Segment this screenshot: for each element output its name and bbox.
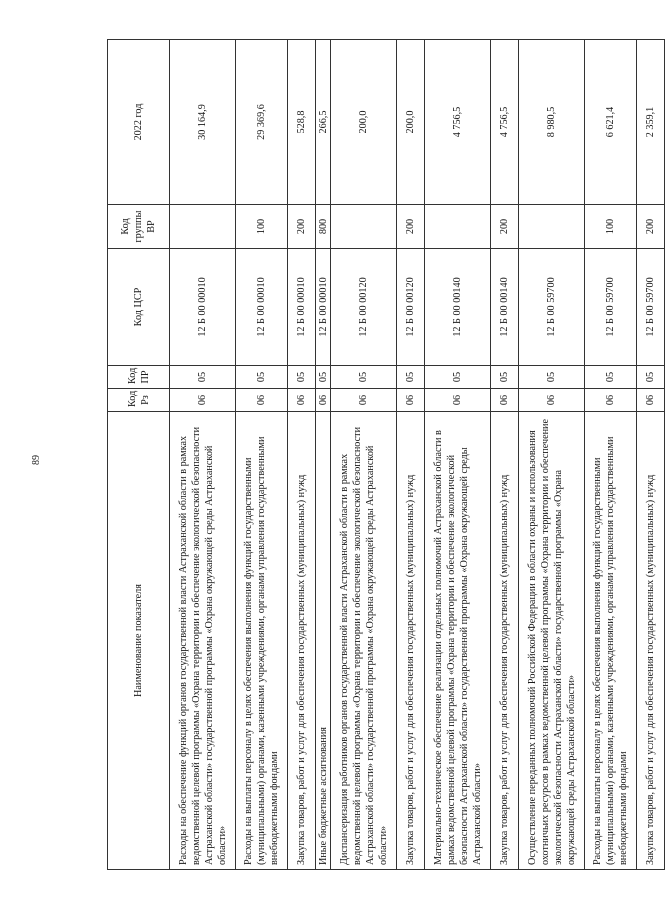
row-rz: 06	[519, 389, 585, 412]
row-csr: 12 Б 00 00010	[170, 249, 236, 366]
row-name: Расходы на обеспечение функций органов государственной власти Астраханской области в рамках ведомственной целевой программы «Охрана территории и обеспечение экологической безопасности Астраханской области» государственной программы «Охрана окружающей среды Астраханской области»	[170, 412, 236, 870]
row-vr	[170, 205, 236, 249]
row-pr: 05	[236, 366, 288, 389]
budget-table	[107, 39, 665, 870]
header-rz: Код Рз	[108, 389, 170, 412]
table-row	[288, 40, 316, 870]
header-name: Наименование показателя	[108, 412, 170, 870]
row-pr: 05	[637, 366, 665, 389]
header-sum: 2022 год	[108, 40, 170, 205]
row-sum: 528,8	[288, 40, 316, 205]
row-csr: 12 Б 00 59700	[519, 249, 585, 366]
row-name: Осуществление переданных полномочий Российской Федерации в области охраны и использования охотничьих ресурсов в рамках ведомственной целевой программы «Охрана территории и обеспечение экологической безопасности Астраханской области» государственной программы «Охрана окружающей среды Астраханской области»	[519, 412, 585, 870]
table-header-row	[108, 40, 170, 870]
row-vr: 100	[585, 205, 637, 249]
row-csr: 12 Б 00 59700	[637, 249, 665, 366]
row-name: Закупка товаров, работ и услуг для обеспечения государственных (муниципальных) нужд	[491, 412, 519, 870]
row-csr: 12 Б 00 00140	[425, 249, 491, 366]
row-pr: 05	[331, 366, 397, 389]
row-name: Материально-техническое обеспечение реализации отдельных полномочий Астраханской области в рамках ведомственной целевой программы «Охрана территории и обеспечение экологической безопасности Астраханской области» государственной программы «Охрана окружающей среды Астраханской области»	[425, 412, 491, 870]
row-sum: 6 621,4	[585, 40, 637, 205]
row-sum: 30 164,9	[170, 40, 236, 205]
row-pr: 05	[519, 366, 585, 389]
row-rz: 06	[637, 389, 665, 412]
row-vr: 200	[491, 205, 519, 249]
row-pr: 05	[316, 366, 331, 389]
row-pr: 05	[491, 366, 519, 389]
row-vr	[331, 205, 397, 249]
row-rz: 06	[316, 389, 331, 412]
rotated-table-container	[107, 40, 656, 870]
page-number: 89	[31, 455, 42, 465]
row-name: Расходы на выплаты персоналу в целях обеспечения выполнения функций государственными (муниципальными) органами, казенными учреждениями, органами управления государственными внебюджетными фондами	[236, 412, 288, 870]
row-vr	[519, 205, 585, 249]
row-sum: 8 980,5	[519, 40, 585, 205]
row-csr: 12 Б 00 59700	[585, 249, 637, 366]
row-sum: 4 756,5	[425, 40, 491, 205]
row-sum: 29 369,6	[236, 40, 288, 205]
row-sum: 266,5	[316, 40, 331, 205]
row-rz: 06	[585, 389, 637, 412]
table-row	[425, 40, 491, 870]
row-name: Диспансеризация работников органов государственной власти Астраханской области в рамках ведомственной целевой программы «Охрана территории и обеспечение экологической безопасности Астраханской области» государственной программы «Охрана окружающей среды Астраханской области»	[331, 412, 397, 870]
row-pr: 05	[170, 366, 236, 389]
header-pr: Код ПР	[108, 366, 170, 389]
row-rz: 06	[170, 389, 236, 412]
table-row	[316, 40, 331, 870]
row-sum: 200,0	[397, 40, 425, 205]
row-sum: 200,0	[331, 40, 397, 205]
row-pr: 05	[397, 366, 425, 389]
row-vr: 800	[316, 205, 331, 249]
row-pr: 05	[288, 366, 316, 389]
row-name: Расходы на выплаты персоналу в целях обеспечения выполнения функций государственными (муниципальными) органами, казенными учреждениями, органами управления государственными внебюджетными фондами	[585, 412, 637, 870]
table-row	[331, 40, 397, 870]
row-vr: 200	[288, 205, 316, 249]
row-vr: 200	[637, 205, 665, 249]
row-rz: 06	[331, 389, 397, 412]
table-row	[585, 40, 637, 870]
row-csr: 12 Б 00 00140	[491, 249, 519, 366]
row-name: Иные бюджетные ассигнования	[316, 412, 331, 870]
row-rz: 06	[425, 389, 491, 412]
row-pr: 05	[585, 366, 637, 389]
row-csr: 12 Б 00 00120	[397, 249, 425, 366]
table-row	[397, 40, 425, 870]
table-row	[637, 40, 665, 870]
row-name: Закупка товаров, работ и услуг для обеспечения государственных (муниципальных) нужд	[397, 412, 425, 870]
row-vr: 200	[397, 205, 425, 249]
row-vr	[425, 205, 491, 249]
table-row	[236, 40, 288, 870]
row-csr: 12 Б 00 00010	[288, 249, 316, 366]
row-csr: 12 Б 00 00120	[331, 249, 397, 366]
row-rz: 06	[288, 389, 316, 412]
table-row	[519, 40, 585, 870]
row-sum: 4 756,5	[491, 40, 519, 205]
table-row	[170, 40, 236, 870]
row-rz: 06	[491, 389, 519, 412]
row-vr: 100	[236, 205, 288, 249]
header-vr: Код группы ВР	[108, 205, 170, 249]
row-name: Закупка товаров, работ и услуг для обеспечения государственных (муниципальных) нужд	[288, 412, 316, 870]
table-row	[491, 40, 519, 870]
row-sum: 2 359,1	[637, 40, 665, 205]
row-name: Закупка товаров, работ и услуг для обеспечения государственных (муниципальных) нужд	[637, 412, 665, 870]
row-rz: 06	[397, 389, 425, 412]
header-csr: Код ЦСР	[108, 249, 170, 366]
row-pr: 05	[425, 366, 491, 389]
row-csr: 12 Б 00 00010	[316, 249, 331, 366]
row-csr: 12 Б 00 00010	[236, 249, 288, 366]
row-rz: 06	[236, 389, 288, 412]
